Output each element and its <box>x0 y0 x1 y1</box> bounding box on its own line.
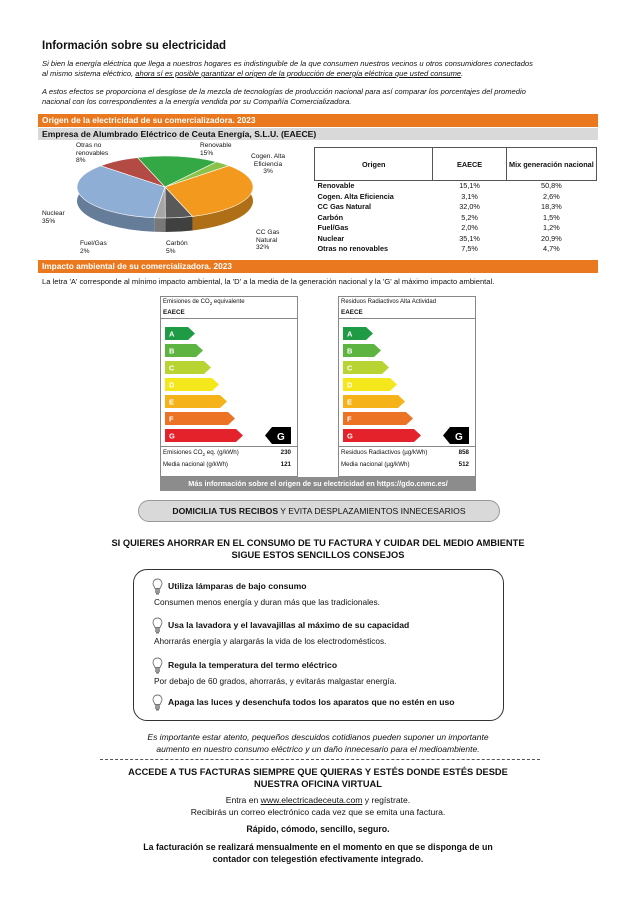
pie-label-text: renovables <box>76 149 109 157</box>
table-cell-nacional: 2,6% <box>543 191 560 201</box>
co2-emissions-label <box>163 449 239 457</box>
label-sub: 2 <box>202 452 206 458</box>
pie-slice-side <box>165 216 192 232</box>
table-row <box>315 192 597 203</box>
register-instructions <box>0 795 636 818</box>
rating-letter: E <box>347 397 353 407</box>
table-row <box>315 213 597 224</box>
tip-title: Usa la lavadora y el lavavajillas al máximo de su capacidad <box>168 620 410 630</box>
rating-letter: G <box>347 431 353 441</box>
tip-text: Consumen menos energía y duran más que las tradicionales. <box>154 597 380 607</box>
label-text: eq. (g/kWh) <box>205 449 239 456</box>
pie-label-renovable <box>200 142 232 157</box>
radio-card-title: Residuos Radiactivos Alta Actividad <box>341 299 437 305</box>
banner-text: Y EVITA DESPLAZAMIENTOS INNECESARIOS <box>278 506 466 516</box>
table-header-origen: Origen <box>315 148 433 181</box>
intro-paragraph-2 <box>42 87 597 107</box>
table-cell-nacional: 20,9% <box>541 233 562 243</box>
savings-heading <box>0 538 636 561</box>
table-cell-eaece: 15,1% <box>459 181 480 190</box>
page-title: Información sobre su electricidad <box>42 40 227 52</box>
savings-heading-line: SI QUIERES AHORRAR EN EL CONSUMO DE TU FACTURA Y CUIDAR DEL MEDIO AMBIENTE <box>111 538 525 548</box>
co2-card-company: EAECE <box>163 309 185 316</box>
table-cell-origen: CC Gas Natural <box>317 202 372 211</box>
rating-letter: E <box>169 397 175 407</box>
co2-national-value: 121 <box>280 461 291 468</box>
table-row <box>315 244 597 255</box>
impact-description: La letra 'A' corresponde al mínimo impacto ambiental, la 'D' a la media de la generación nacional y la 'G' al máximo impacto ambiental. <box>42 277 495 286</box>
rating-letter: G <box>169 431 175 441</box>
rating-bar-f <box>165 412 235 425</box>
register-text: y regístrate. <box>362 795 411 805</box>
table-cell-eaece: 32,0% <box>459 202 480 211</box>
pie-label-text: Fuel/Gas <box>80 240 107 247</box>
co2-title-sub: 2 <box>209 301 213 307</box>
pie-label-cogen <box>251 153 285 176</box>
tip-text: Por debajo de 60 grados, ahorrarás, y evitarás malgastar energía. <box>154 676 397 686</box>
radio-national-value: 512 <box>458 461 469 468</box>
rating-letter: A <box>169 329 175 339</box>
table-cell-eaece: 35,1% <box>459 233 480 243</box>
pie-label-otras <box>76 142 108 165</box>
divider <box>339 446 475 447</box>
pie-label-text: 8% <box>76 157 86 164</box>
rating-bar-g <box>343 429 421 442</box>
lightbulb-icon <box>152 694 163 716</box>
awareness-note <box>0 732 636 755</box>
tip-text: Ahorrarás energía y alargarás la vida de los electrodomésticos. <box>154 636 387 646</box>
intro-underlined-text: ahora sí es posible garantizar el origen de la producción de energía eléctrica que usted consume <box>135 69 462 78</box>
rating-bar-g <box>165 429 243 442</box>
co2-national-label: Media nacional (g/kWh) <box>163 461 228 468</box>
pie-label-text: Cogen. Alta <box>251 153 286 160</box>
banner-bold-text: DOMICILIA TUS RECIBOS <box>172 506 279 516</box>
radio-card-company: EAECE <box>341 309 363 316</box>
rating-letter: D <box>347 380 353 390</box>
table-cell-origen: Carbón <box>317 212 344 222</box>
table-header-row <box>315 148 597 181</box>
rating-letter: C <box>169 363 175 373</box>
rating-bar-e <box>343 395 405 408</box>
billing-line: La facturación se realizará mensualmente en el momento en que se disponga de un <box>143 842 493 852</box>
pie-label-text: Renovable <box>200 142 232 149</box>
intro-paragraph-1 <box>42 59 597 79</box>
rating-bar-f <box>343 412 413 425</box>
pie-label-text: Carbón <box>166 240 188 247</box>
tip-title: Apaga las luces y desenchufa todos los aparatos que no estén en uso <box>168 697 455 707</box>
pie-label-text: 35% <box>42 217 56 225</box>
pie-label-nuclear <box>42 210 65 225</box>
grade-marker-letter: G <box>455 432 463 443</box>
intro-text: al mismo sistema eléctrico, <box>42 69 136 78</box>
pie-label-text: 32% <box>256 244 270 251</box>
rating-letter: B <box>169 346 175 356</box>
pie-label-carbon <box>166 240 188 255</box>
table-cell-nacional: 1,2% <box>543 223 560 232</box>
origin-table <box>314 147 597 255</box>
pie-label-ccgas <box>256 229 279 252</box>
tip-title: Utiliza lámparas de bajo consumo <box>168 581 307 591</box>
table-row <box>315 223 597 234</box>
intro-text: Si bien la energía eléctrica que llega a nuestros hogares es indistinguible de la que consumen nuestros vecinos u otros consumidores conectados <box>42 59 533 68</box>
billing-line: contador con telegestión efectivamente integrado. <box>212 853 424 864</box>
table-header-eaece: EAECE <box>433 148 506 181</box>
pie-label-text: Eficiencia <box>253 160 283 168</box>
direct-debit-banner <box>138 500 500 522</box>
co2-emissions-card <box>160 296 298 477</box>
rating-letter: C <box>347 363 353 373</box>
divider <box>161 446 297 447</box>
co2-emissions-value: 230 <box>280 449 291 456</box>
company-name: Empresa de Alumbrado Eléctrico de Ceuta Energía, S.L.U. (EAECE) <box>38 128 598 140</box>
origin-section-title: Origen de la electricidad de su comercializadora. 2023 <box>38 114 598 127</box>
table-row <box>315 202 597 213</box>
table-cell-origen: Otras no renovables <box>317 244 389 253</box>
table-cell-eaece: 3,1% <box>461 191 478 201</box>
pie-label-text: CC Gas <box>256 229 280 236</box>
rating-letter: F <box>169 414 174 424</box>
intro-text: . <box>461 69 464 78</box>
tips-box <box>133 569 504 721</box>
pie-label-text: Natural <box>256 236 278 244</box>
intro-text: A estos efectos se proporciona el desglose de la mezcla de tecnologías de producción nacional para así comparar los porcentajes del promedio <box>42 87 526 96</box>
pie-slice-side <box>154 218 165 232</box>
table-cell-nacional: 4,7% <box>543 244 560 253</box>
more-info-link[interactable]: Más información sobre el origen de su electricidad en https://gdo.cnmc.es/ <box>160 477 476 491</box>
co2-rating-scale <box>161 319 297 447</box>
table-cell-origen: Nuclear <box>317 233 345 243</box>
pie-label-text: 2% <box>80 247 90 255</box>
register-text: Entra en <box>225 795 261 805</box>
pie-label-text: Nuclear <box>42 210 65 217</box>
table-cell-origen: Renovable <box>317 181 355 190</box>
table-row <box>315 181 597 192</box>
radio-waste-value: 858 <box>458 449 469 456</box>
note-line: Es importante estar atento, pequeños descuidos cotidianos pueden suponer un importante <box>147 732 489 742</box>
radio-waste-label: Residuos Radiactivos (µg/kWh) <box>341 449 428 456</box>
billing-note <box>0 842 636 865</box>
co2-title-text: Emisiones de CO <box>163 299 210 305</box>
table-cell-nacional: 1,5% <box>543 212 560 222</box>
co2-card-title <box>163 299 245 306</box>
table-row <box>315 234 597 245</box>
pie-label-text: 15% <box>200 149 214 157</box>
slogan: Rápido, cómodo, sencillo, seguro. <box>246 824 390 834</box>
rating-letter: A <box>347 329 353 339</box>
radio-rating-scale <box>339 319 475 447</box>
note-line: aumento en nuestro consumo eléctrico y un daño innecesario para el medioambiente. <box>156 743 480 754</box>
pie-label-text: 5% <box>166 247 176 255</box>
online-heading-line: NUESTRA OFICINA VIRTUAL <box>254 778 382 789</box>
radio-national-label: Media nacional (µg/kWh) <box>341 461 410 468</box>
online-office-heading <box>0 767 636 790</box>
website-link[interactable]: www.electricadeceuta.com <box>260 795 363 805</box>
tip-title: Regula la temperatura del termo eléctrico <box>168 660 338 670</box>
savings-heading-line: SIGUE ESTOS SENCILLOS CONSEJOS <box>231 549 405 560</box>
pie-label-text: 3% <box>263 168 273 175</box>
table-cell-nacional: 50,8% <box>541 181 562 190</box>
table-cell-eaece: 5,2% <box>461 212 478 222</box>
rating-letter: B <box>347 346 353 356</box>
radioactive-waste-card <box>338 296 476 477</box>
co2-title-text: equivalente <box>212 299 245 305</box>
rating-bar-e <box>165 395 227 408</box>
email-note: Recibirás un correo electrónico cada vez que se emita una factura. <box>190 806 446 817</box>
online-heading-line: ACCEDE A TUS FACTURAS SIEMPRE QUE QUIERAS Y ESTÉS DONDE ESTÉS DESDE <box>128 767 508 777</box>
pie-label-fuelgas <box>80 240 107 255</box>
table-cell-eaece: 2,0% <box>461 223 478 232</box>
table-cell-origen: Fuel/Gas <box>317 223 349 232</box>
rating-letter: F <box>347 414 352 424</box>
dashed-divider <box>100 759 540 760</box>
table-cell-nacional: 18,3% <box>541 202 562 211</box>
table-cell-origen: Cogen. Alta Eficiencia <box>317 191 394 201</box>
table-header-nacional: Mix generación nacional <box>506 148 596 181</box>
rating-letter: D <box>169 380 175 390</box>
table-cell-eaece: 7,5% <box>461 244 478 253</box>
impact-section-title: Impacto ambiental de su comercializadora. 2023 <box>38 260 598 273</box>
label-text: Emisiones CO <box>163 449 203 456</box>
intro-text: nacional con los correspondientes a la energía vendida por su Compañía Comercializadora. <box>42 97 352 106</box>
grade-marker-letter: G <box>277 432 285 443</box>
pie-label-text: Otras no <box>76 142 102 149</box>
